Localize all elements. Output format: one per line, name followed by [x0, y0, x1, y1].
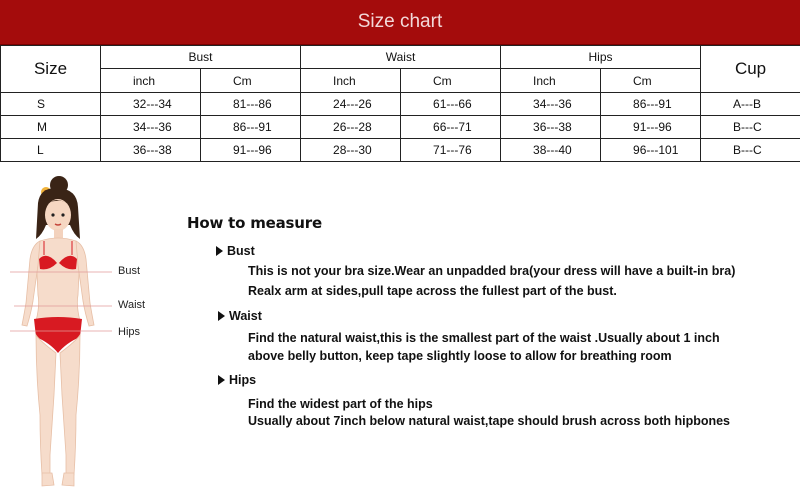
body-figure — [0, 175, 150, 499]
hips-instruction-1: Find the widest part of the hips — [248, 397, 433, 411]
hips-section-label: Hips — [229, 373, 256, 387]
bust-label: Bust — [118, 265, 140, 277]
waist-inch-cell: 24---26 — [301, 93, 401, 116]
bust-header: Bust — [101, 46, 301, 69]
bust-cm-cell: 81---86 — [201, 93, 301, 116]
size-cell: S — [1, 93, 101, 116]
bust-instruction-1: This is not your bra size.Wear an unpadded bra(your dress will have a built-in bra) — [248, 264, 735, 278]
bust-cm-cell: 86---91 — [201, 116, 301, 139]
waist-inch-header: Inch — [301, 69, 401, 93]
hips-inch-header: Inch — [501, 69, 601, 93]
hips-instruction-2: Usually about 7inch below natural waist,tape should brush across both hipbones — [248, 414, 730, 428]
guide-heading: How to measure — [187, 214, 787, 232]
triangle-bullet-icon — [216, 246, 223, 256]
bust-inch-cell: 36---38 — [101, 139, 201, 162]
size-chart-title: Size chart — [0, 0, 800, 45]
bust-section-title — [216, 244, 255, 258]
waist-inch-cell: 26---28 — [301, 116, 401, 139]
triangle-bullet-icon — [218, 375, 225, 385]
waist-inch-cell: 28---30 — [301, 139, 401, 162]
hips-cm-cell: 96---101 — [601, 139, 701, 162]
waist-cm-cell: 66---71 — [401, 116, 501, 139]
table-row — [1, 116, 800, 139]
bust-inch-cell: 32---34 — [101, 93, 201, 116]
cup-cell: B---C — [701, 116, 800, 139]
hips-section-title — [218, 373, 256, 387]
table-header-row — [1, 46, 800, 69]
cup-header: Cup — [701, 46, 800, 93]
waist-instruction-2: above belly button, keep tape slightly loose to allow for breathing room — [248, 349, 672, 363]
size-cell: M — [1, 116, 101, 139]
size-chart-table — [0, 45, 800, 162]
waist-header: Waist — [301, 46, 501, 69]
bust-cm-header: Cm — [201, 69, 301, 93]
hips-header: Hips — [501, 46, 701, 69]
bust-section-label: Bust — [227, 244, 255, 258]
waist-label: Waist — [118, 299, 145, 311]
bust-instruction-2: Realx arm at sides,pull tape across the fullest part of the bust. — [248, 284, 617, 298]
cup-cell: B---C — [701, 139, 800, 162]
hips-cm-cell: 91---96 — [601, 116, 701, 139]
waist-cm-cell: 61---66 — [401, 93, 501, 116]
size-header: Size — [1, 46, 101, 93]
waist-instruction-1: Find the natural waist,this is the smallest part of the waist .Usually about 1 inch — [248, 331, 720, 345]
cup-cell: A---B — [701, 93, 800, 116]
table-unit-row — [1, 69, 800, 93]
hips-label: Hips — [118, 326, 140, 338]
waist-section-title — [218, 309, 262, 323]
waist-cm-header: Cm — [401, 69, 501, 93]
table-row — [1, 93, 800, 116]
size-cell: L — [1, 139, 101, 162]
hips-cm-header: Cm — [601, 69, 701, 93]
bust-inch-cell: 34---36 — [101, 116, 201, 139]
measure-guide — [187, 214, 787, 232]
bust-inch-header: inch — [101, 69, 201, 93]
waist-section-label: Waist — [229, 309, 262, 323]
hips-inch-cell: 38---40 — [501, 139, 601, 162]
bust-cm-cell: 91---96 — [201, 139, 301, 162]
hips-inch-cell: 36---38 — [501, 116, 601, 139]
triangle-bullet-icon — [218, 311, 225, 321]
hips-cm-cell: 86---91 — [601, 93, 701, 116]
hips-inch-cell: 34---36 — [501, 93, 601, 116]
waist-cm-cell: 71---76 — [401, 139, 501, 162]
table-row — [1, 139, 800, 162]
